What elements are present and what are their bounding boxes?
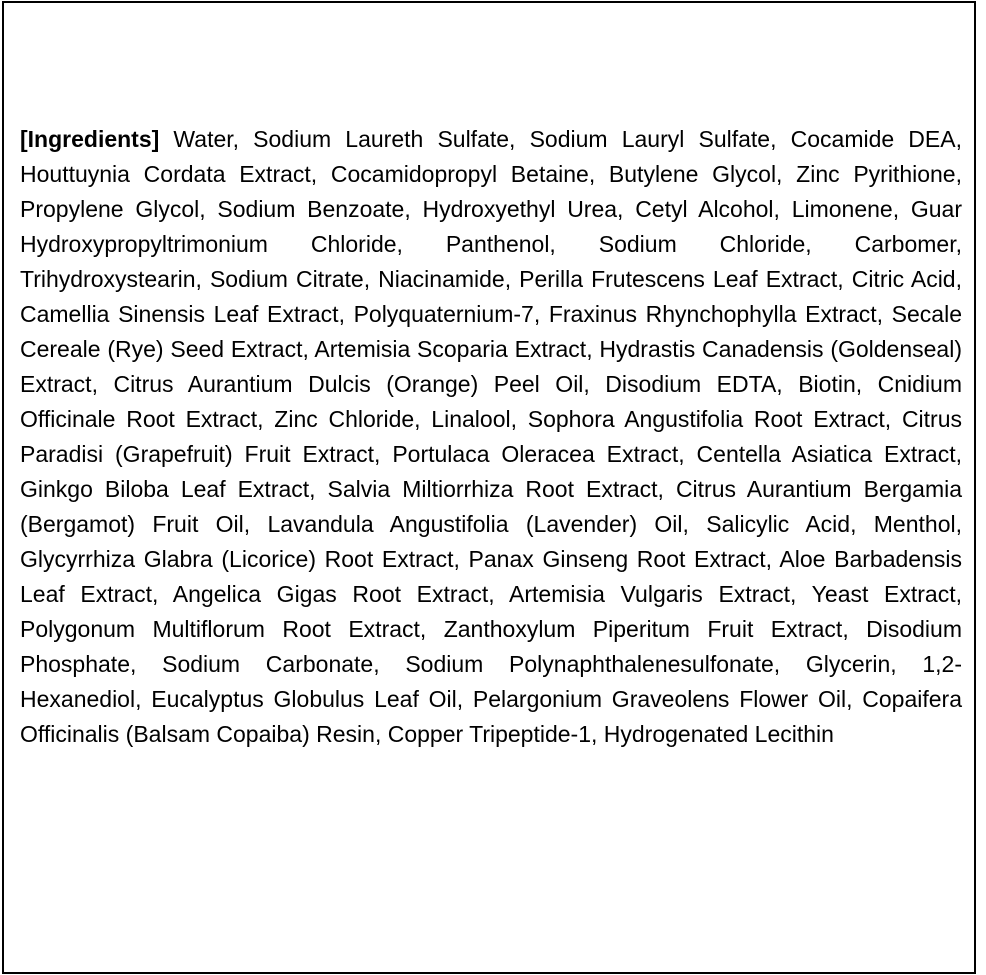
ingredients-heading: [Ingredients] bbox=[20, 126, 160, 152]
ingredients-paragraph bbox=[20, 122, 962, 752]
ingredients-list: Water, Sodium Laureth Sulfate, Sodium Lauryl Sulfate, Cocamide DEA, Houttuynia Cordata Extract, Cocamidopropyl Betaine, Butylene Glycol, Zinc Pyrithione, Propylene Glycol, Sodium Benzoate, Hydroxyethyl Urea, Cetyl Alcohol, Limonene, Guar Hydroxypropyltrimonium Chloride, Panthenol, Sodium Chloride, Carbomer, Trihydroxystearin, Sodium Citrate, Niacinamide, Perilla Frutescens Leaf Extract, Citric Acid, Camellia Sinensis Leaf Extract, Polyquaternium-7, Fraxinus Rhynchophylla Extract, Secale Cereale (Rye) Seed Extract, Artemisia Scoparia Extract, Hydrastis Canadensis (Goldenseal) Extract, Citrus Aurantium Dulcis (Orange) Peel Oil, Disodium EDTA, Biotin, Cnidium Officinale Root Extract, Zinc Chloride, Linalool, Sophora Angustifolia Root Extract, Citrus Paradisi (Grapefruit) Fruit Extract, Portulaca Oleracea Extract, Centella Asiatica Extract, Ginkgo Biloba Leaf Extract, Salvia Miltiorrhiza Root Extract, Citrus Aurantium Bergamia (Bergamot) Fruit Oil, Lavandula Angustifolia (Lavender) Oil, Salicylic Acid, Menthol, Glycyrrhiza Glabra (Licorice) Root Extract, Panax Ginseng Root Extract, Aloe Barbadensis Leaf Extract, Angelica Gigas Root Extract, Artemisia Vulgaris Extract, Yeast Extract, Polygonum Multiflorum Root Extract, Zanthoxylum Piperitum Fruit Extract, Disodium Phosphate, Sodium Carbonate, Sodium Polynaphthalenesulfonate, Glycerin, 1,2-Hexanediol, Eucalyptus Globulus Leaf Oil, Pelargonium Graveolens Flower Oil, Copaifera Officinalis (Balsam Copaiba) Resin, Copper Tripeptide-1, Hydrogenated Lecithin bbox=[20, 126, 962, 747]
ingredients-panel bbox=[2, 1, 976, 974]
